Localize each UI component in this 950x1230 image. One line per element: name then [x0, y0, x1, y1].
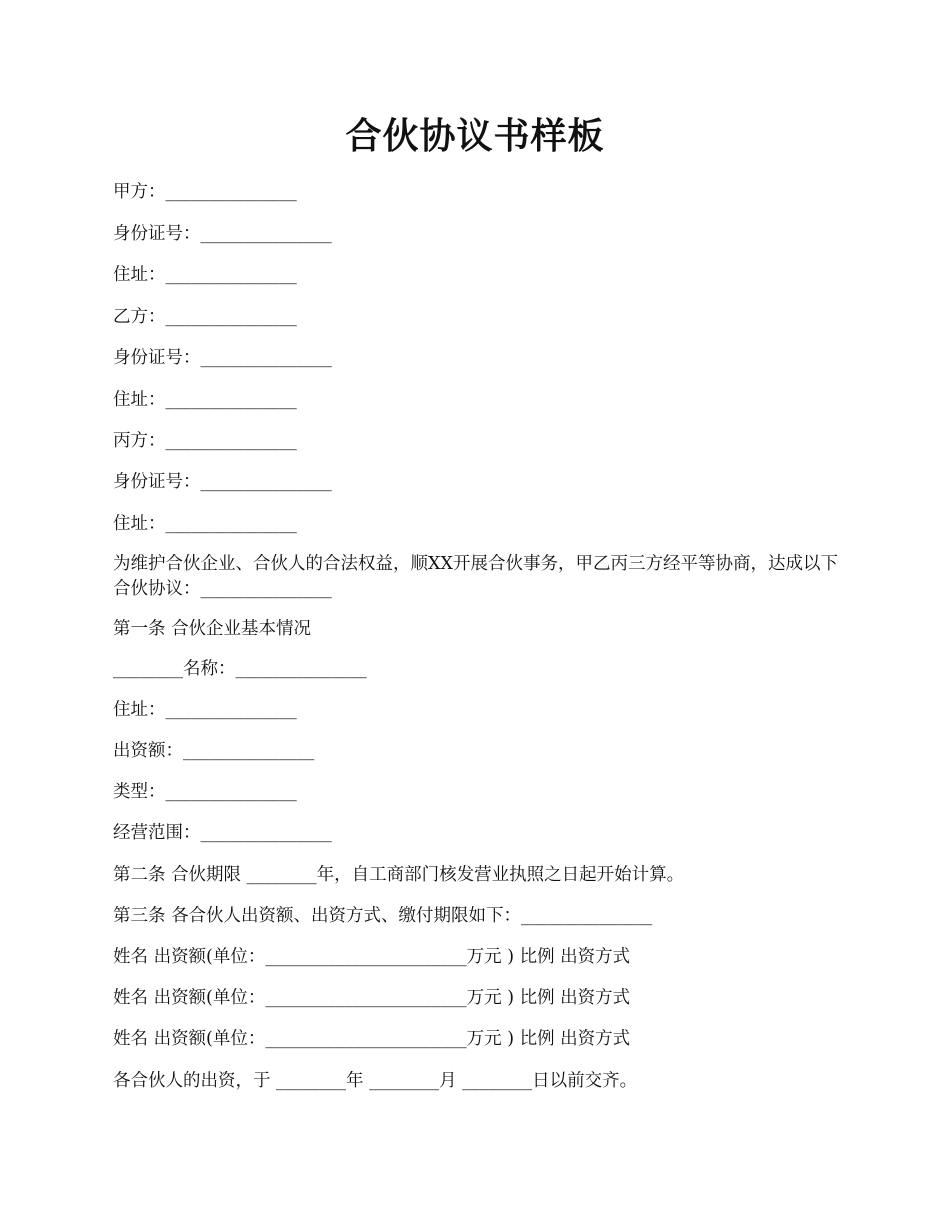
party-a-address-line: 住址：_______________ [113, 265, 297, 285]
preamble-paragraph: 为维护合伙企业、合伙人的合法权益，顺XX开展合伙事务，甲乙丙三方经平等协商，达成以下合伙协议：_______________ [113, 554, 838, 599]
document-title: 合伙协议书样板 [345, 115, 605, 157]
party-c-name-line: 丙方：_______________ [113, 431, 297, 451]
enterprise-name-line: ________名称：_______________ [113, 659, 367, 679]
party-b-address-line: 住址：_______________ [113, 390, 297, 410]
party-c-address-line: 住址：_______________ [113, 514, 297, 534]
capital-amount-line: 出资额：_______________ [113, 741, 315, 761]
party-b-name-line: 乙方：_______________ [113, 307, 297, 327]
article-2-term-line: 第二条 合伙期限 ________年，自工商部门核发营业执照之日起开始计算。 [113, 865, 685, 885]
business-scope-line: 经营范围：_______________ [113, 823, 332, 843]
contribution-row: 姓名 出资额(单位：_______________________万元 ) 比例 出资方式 [113, 988, 631, 1008]
party-a-name-line: 甲方：_______________ [113, 182, 297, 202]
party-a-id-line: 身份证号：_______________ [113, 224, 332, 244]
article-1-heading: 第一条 合伙企业基本情况 [113, 619, 312, 639]
party-c-id-line: 身份证号：_______________ [113, 472, 332, 492]
contribution-row: 姓名 出资额(单位：_______________________万元 ) 比例 出资方式 [113, 947, 631, 967]
article-3-heading: 第三条 各合伙人出资额、出资方式、缴付期限如下：_______________ [113, 906, 653, 926]
party-b-id-line: 身份证号：_______________ [113, 348, 332, 368]
payment-deadline-line: 各合伙人的出资，于 ________年 ________月 ________日以前交齐。 [113, 1071, 638, 1091]
enterprise-type-line: 类型：_______________ [113, 782, 297, 802]
contribution-row: 姓名 出资额(单位：_______________________万元 ) 比例 出资方式 [113, 1029, 631, 1049]
enterprise-address-line: 住址：_______________ [113, 700, 297, 720]
